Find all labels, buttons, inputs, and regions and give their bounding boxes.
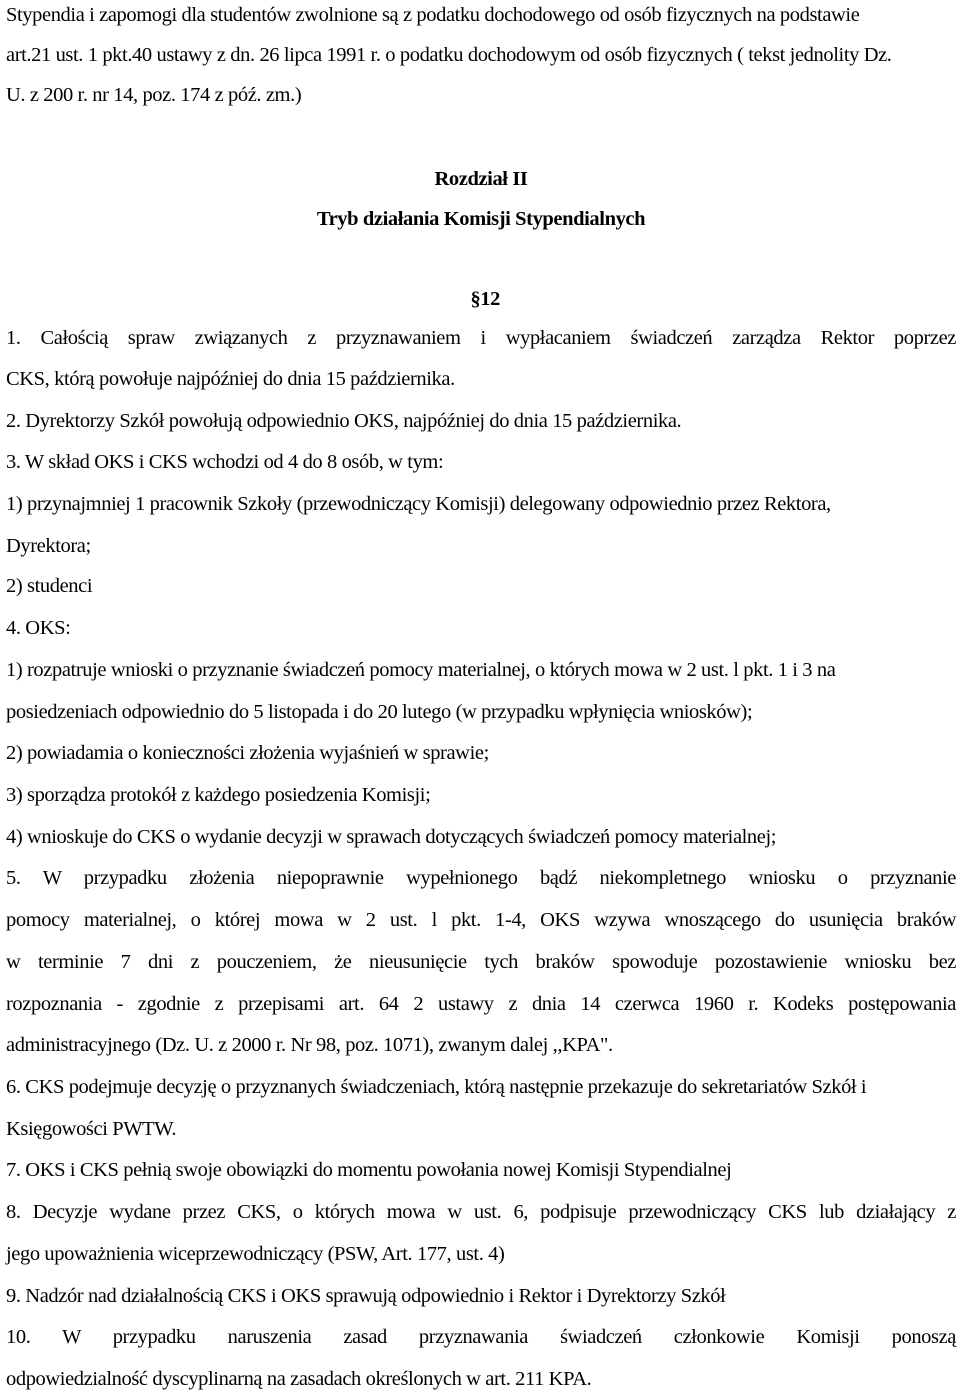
body-line: 2) powiadamia o konieczności złożenia wyjaśnień w sprawie;: [6, 742, 489, 764]
chapter-number: Rozdział II: [434, 168, 528, 190]
body-line: Księgowości PWTW.: [6, 1118, 177, 1140]
body-line: 9. Nadzór nad działalnością CKS i OKS sprawują odpowiednio i Rektor i Dyrektorzy Szkół: [6, 1285, 726, 1307]
body-line: 5. W przypadku złożenia niepoprawnie wypełnionego bądź niekompletnego wniosku o przyznanie: [6, 867, 956, 889]
body-line: 2. Dyrektorzy Szkół powołują odpowiednio OKS, najpóźniej do dnia 15 października.: [6, 410, 682, 432]
chapter-title: Tryb działania Komisji Stypendialnych: [316, 208, 646, 230]
body-line: w terminie 7 dni z pouczeniem, że nieusunięcie tych braków spowoduje pozostawienie wniosku bez: [6, 951, 956, 973]
body-line: 1) rozpatruje wnioski o przyznanie świadczeń pomocy materialnej, o których mowa w 2 ust. l pkt. 1 i 3 na: [6, 659, 836, 681]
body-line: 3) sporządza protokół z każdego posiedzenia Komisji;: [6, 784, 431, 806]
body-line: 1. Całością spraw związanych z przyznawaniem i wypłacaniem świadczeń zarządza Rektor poprzez: [6, 327, 956, 349]
intro-line-1: Stypendia i zapomogi dla studentów zwolnione są z podatku dochodowego od osób fizycznych na podstawie: [6, 4, 860, 26]
body-line: Dyrektora;: [6, 535, 91, 557]
paragraph-mark: §12: [470, 288, 500, 310]
body-line: 8. Decyzje wydane przez CKS, o których mowa w ust. 6, podpisuje przewodniczący CKS lub działający z: [6, 1201, 956, 1223]
body-line: pomocy materialnej, o której mowa w 2 ust. l pkt. 1-4, OKS wzywa wnoszącego do usunięcia braków: [6, 909, 956, 931]
body-line: CKS, którą powołuje najpóźniej do dnia 15 października.: [6, 368, 455, 390]
body-line: jego upoważnienia wiceprzewodniczący (PSW, Art. 177, ust. 4): [6, 1243, 505, 1265]
body-line: 3. W skład OKS i CKS wchodzi od 4 do 8 osób, w tym:: [6, 451, 444, 473]
body-line: 7. OKS i CKS pełnią swoje obowiązki do momentu powołania nowej Komisji Stypendialnej: [6, 1159, 732, 1181]
body-line: rozpoznania - zgodnie z przepisami art. 64 2 ustawy z dnia 14 czerwca 1960 r. Kodeks postępowania: [6, 993, 956, 1015]
body-line: 1) przynajmniej 1 pracownik Szkoły (przewodniczący Komisji) delegowany odpowiednio przez Rektora,: [6, 493, 831, 515]
intro-line-2: art.21 ust. 1 pkt.40 ustawy z dn. 26 lipca 1991 r. o podatku dochodowym od osób fizycznych ( tekst jednolity Dz.: [6, 44, 892, 66]
body-line: 4) wnioskuje do CKS o wydanie decyzji w sprawach dotyczących świadczeń pomocy materialnej;: [6, 826, 777, 848]
body-line: odpowiedzialność dyscyplinarną na zasadach określonych w art. 211 KPA.: [6, 1368, 592, 1390]
body-line: 2) studenci: [6, 575, 93, 597]
paragraph-number: 12: [480, 288, 500, 310]
body-line: administracyjnego (Dz. U. z 2000 r. Nr 98, poz. 1071), zwanym dalej ,,KPA".: [6, 1034, 613, 1056]
intro-line-3: U. z 200 r. nr 14, poz. 174 z póź. zm.): [6, 84, 302, 106]
body-line: 4. OKS:: [6, 617, 71, 639]
body-line: posiedzeniach odpowiednio do 5 listopada i do 20 lutego (w przypadku wpłynięcia wniosków);: [6, 701, 753, 723]
body-line: 6. CKS podejmuje decyzję o przyznanych świadczeniach, którą następnie przekazuje do sekretariatów Szkół i: [6, 1076, 867, 1098]
body-line: 10. W przypadku naruszenia zasad przyznawania świadczeń członkowie Komisji ponoszą: [6, 1326, 956, 1348]
